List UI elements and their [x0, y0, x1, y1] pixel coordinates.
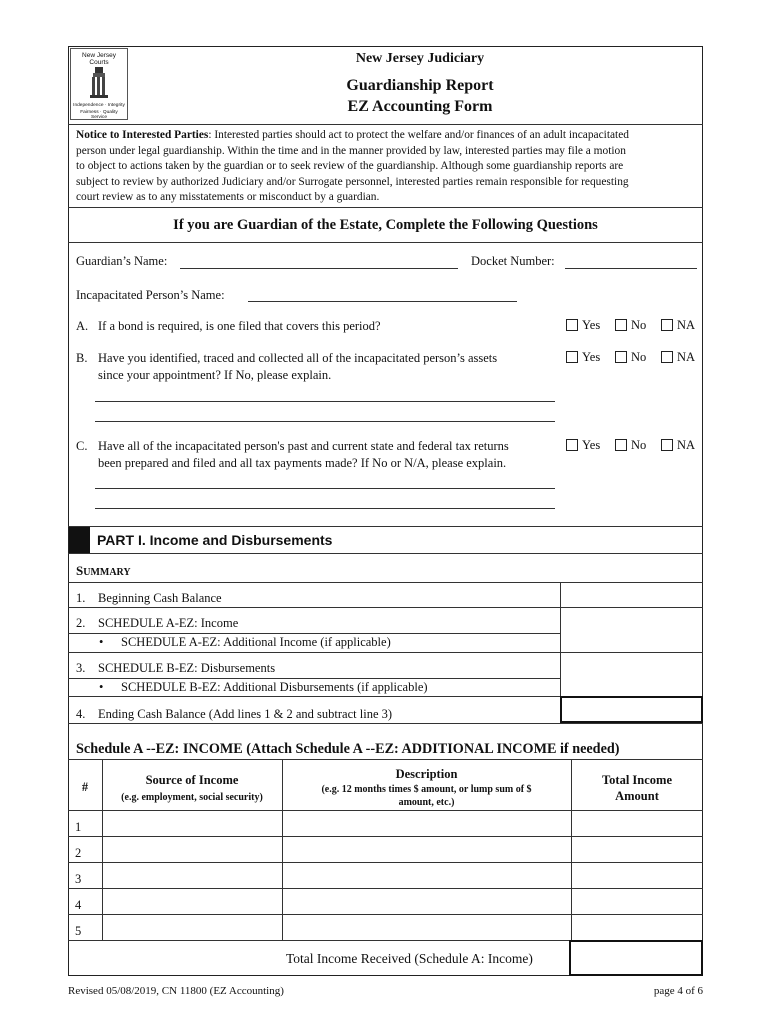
- question-a-na-checkbox[interactable]: [661, 319, 673, 331]
- summary-row-2-num: 2.: [76, 616, 86, 630]
- summary-bottom-divider: [68, 723, 703, 724]
- question-c-na-label: NA: [677, 438, 696, 452]
- notice-block: [76, 128, 696, 206]
- schedule-a-col-total-1: Total Income: [601, 773, 673, 787]
- question-a-no-label: No: [631, 318, 647, 332]
- summary-row-1-label: Beginning Cash Balance: [98, 591, 222, 605]
- question-b-no-label: No: [631, 350, 647, 364]
- schedule-a-col-num: #: [81, 780, 89, 794]
- total-income-label: Total Income Received (Schedule A: Income): [286, 951, 533, 966]
- incapacitated-person-label: Incapacitated Person’s Name:: [76, 288, 225, 302]
- question-c-explain-line-2[interactable]: [95, 508, 555, 509]
- notice-line-1: : Interested parties should act to protect the welfare and/or finances of an adult incapacitated: [208, 129, 629, 141]
- summary-row-3-num: 3.: [76, 661, 86, 675]
- estate-section-heading: If you are Guardian of the Estate, Complete the Following Questions: [173, 217, 598, 233]
- question-b-no-checkbox[interactable]: [615, 351, 627, 363]
- notice-label: Notice to Interested Parties: [76, 129, 209, 141]
- schedule-a-col-source: Source of Income: [145, 773, 239, 787]
- schedule-a-row-1-num: 1: [75, 820, 82, 834]
- summary-row-3-label: SCHEDULE B-EZ: Disbursements: [98, 661, 276, 675]
- summary-row-3a-label: SCHEDULE B-EZ: Additional Disbursements (if applicable): [121, 680, 428, 694]
- summary-row-2-label: SCHEDULE A-EZ: Income: [98, 616, 239, 630]
- question-b-yes-checkbox[interactable]: [566, 351, 578, 363]
- total-income-field[interactable]: [569, 940, 703, 976]
- form-title-line1: Guardianship Report: [346, 77, 494, 94]
- question-a-no-checkbox[interactable]: [615, 319, 627, 331]
- notice-divider: [68, 207, 703, 208]
- guardian-name-field[interactable]: [180, 268, 458, 269]
- question-c-no-checkbox[interactable]: [615, 439, 627, 451]
- footer-page-number: page 4 of 6: [653, 985, 703, 997]
- header-divider: [68, 124, 703, 125]
- schedule-a-row-4-num: 4: [75, 898, 82, 912]
- incapacitated-person-field[interactable]: [248, 301, 517, 302]
- summary-row-2a-bullet: •: [99, 635, 104, 649]
- question-b-explain-line-2[interactable]: [95, 421, 555, 422]
- question-c-letter: C.: [76, 439, 88, 453]
- question-b-text-line1: Have you identified, traced and collected all of the incapacitated person’s assets: [98, 351, 498, 365]
- schedule-a-row-divider: [68, 888, 703, 889]
- summary-subrow-divider: [68, 678, 560, 679]
- agency-name: New Jersey Judiciary: [355, 51, 485, 66]
- logo-label: New Jersey Courts: [82, 52, 116, 66]
- summary-row-4-label: Ending Cash Balance (Add lines 1 & 2 and subtract line 3): [98, 707, 393, 721]
- question-b-na-checkbox[interactable]: [661, 351, 673, 363]
- question-b-explain-line-1[interactable]: [95, 401, 555, 402]
- summary-label-rest: UMMARY: [83, 567, 131, 578]
- nj-courts-logo: [70, 48, 128, 120]
- summary-subrow-divider: [68, 633, 560, 634]
- justice-figure-icon: [87, 65, 111, 99]
- ending-balance-field[interactable]: [560, 696, 703, 723]
- question-c-yes-label: Yes: [582, 438, 601, 452]
- schedule-a-col-desc: Description: [395, 767, 458, 781]
- guardian-name-label: Guardian’s Name:: [76, 254, 168, 268]
- question-a-na-label: NA: [677, 318, 696, 332]
- summary-label: [76, 563, 131, 580]
- notice-line-5: court review as to any misstatements or misconduct by a guardian.: [76, 191, 380, 203]
- summary-row-4-num: 4.: [76, 707, 86, 721]
- question-a-yes-label: Yes: [582, 318, 601, 332]
- schedule-a-col-total-2: Amount: [615, 789, 659, 803]
- summary-row-divider: [68, 607, 703, 608]
- summary-row-2a-label: SCHEDULE A-EZ: Additional Income (if applicable): [121, 635, 391, 649]
- schedule-a-row-divider: [68, 862, 703, 863]
- question-b-yes-label: Yes: [582, 350, 601, 364]
- part1-bottom-divider: [68, 553, 703, 554]
- schedule-a-heading: Schedule A --EZ: INCOME (Attach Schedule A --EZ: ADDITIONAL INCOME if needed): [76, 741, 620, 757]
- question-c-yes-checkbox[interactable]: [566, 439, 578, 451]
- question-a-yes-checkbox[interactable]: [566, 319, 578, 331]
- notice-line-2: person under legal guardianship. Within the time and in the manner provided by law, interested parties may file a motion: [76, 144, 626, 157]
- notice-line-4: subject to review by authorized Judiciary and/or Surrogate personnel, interested parties remain responsible for requesting: [76, 175, 629, 188]
- schedule-a-table-top: [68, 759, 703, 760]
- schedule-a-row-5-num: 5: [75, 924, 82, 938]
- schedule-a-col-source-sub: (e.g. employment, social security): [121, 792, 263, 803]
- logo-subtext-1: Independence · Integrity: [73, 103, 125, 108]
- question-c-na-checkbox[interactable]: [661, 439, 673, 451]
- footer-revised: Revised 05/08/2019, CN 11800 (EZ Accounting): [68, 985, 284, 997]
- part1-heading: PART I. Income and Disbursements: [97, 532, 333, 548]
- notice-line-3: to object to actions taken by the guardian or to seek review of the guardianship. Although some guardianship reports are: [76, 160, 624, 172]
- question-c-no-label: No: [631, 438, 647, 452]
- summary-row-1-num: 1.: [76, 591, 86, 605]
- summary-label-first: S: [76, 563, 84, 578]
- question-c-text-line1: Have all of the incapacitated person's past and current state and federal tax returns: [98, 439, 509, 453]
- summary-divider: [68, 582, 703, 583]
- part1-top-divider: [68, 526, 703, 527]
- form-title-line2: EZ Accounting Form: [347, 98, 493, 115]
- question-c-explain-line-1[interactable]: [95, 488, 555, 489]
- question-b-text-line2: since your appointment? If No, please explain.: [98, 368, 332, 382]
- schedule-a-header-bottom: [68, 810, 703, 811]
- schedule-a-row-2-num: 2: [75, 846, 82, 860]
- schedule-a-col-desc-sub2: amount, etc.): [398, 797, 455, 808]
- question-b-letter: B.: [76, 351, 88, 365]
- logo-subtext-2: Fairness · Quality Service: [80, 110, 118, 120]
- estate-heading-divider: [68, 242, 703, 243]
- summary-row-3a-bullet: •: [99, 680, 104, 694]
- question-a-letter: A.: [76, 319, 89, 333]
- summary-row-divider: [68, 652, 703, 653]
- question-a-text: If a bond is required, is one filed that covers this period?: [98, 319, 381, 333]
- part1-marker: [69, 527, 90, 553]
- docket-number-field[interactable]: [565, 268, 697, 269]
- question-c-text-line2: been prepared and filed and all tax payments made? If No or N/A, please explain.: [98, 456, 507, 470]
- question-b-na-label: NA: [677, 350, 696, 364]
- schedule-a-row-divider: [68, 914, 703, 915]
- schedule-a-col-desc-sub1: (e.g. 12 months times $ amount, or lump sum of $: [321, 784, 532, 795]
- docket-number-label: Docket Number:: [471, 254, 555, 268]
- schedule-a-row-divider: [68, 836, 703, 837]
- schedule-a-row-3-num: 3: [75, 872, 82, 886]
